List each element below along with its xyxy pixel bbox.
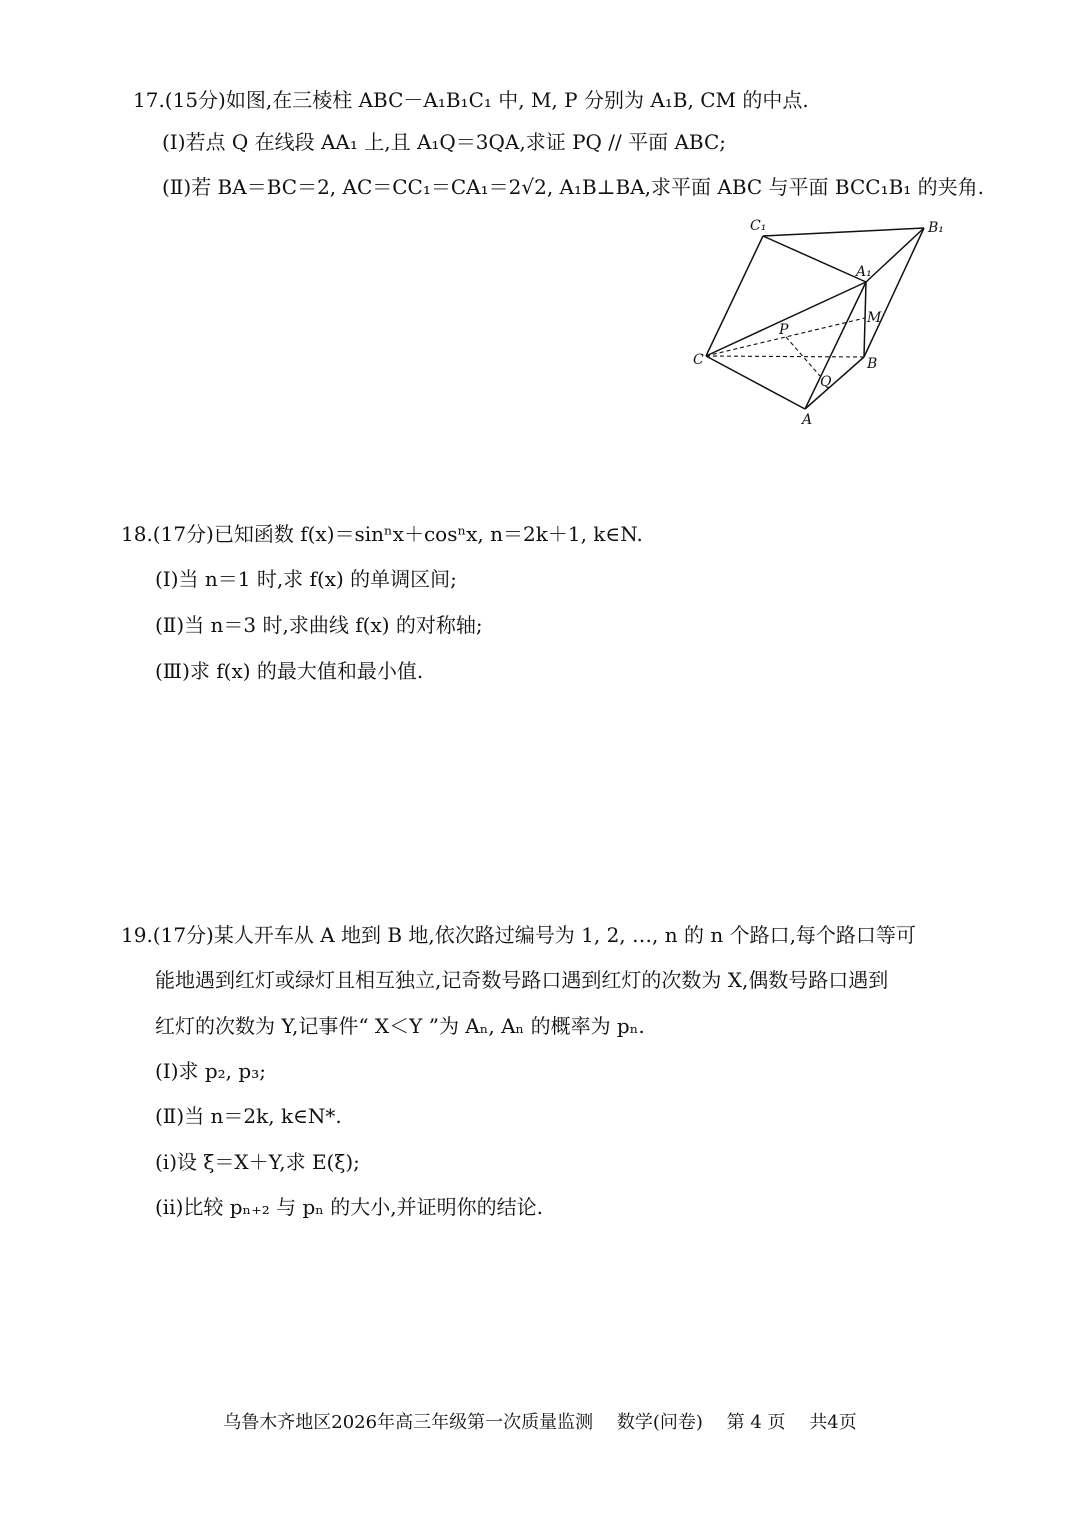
label-Q: Q	[820, 374, 832, 390]
footer-subject: 数学(问卷)	[616, 1412, 703, 1433]
problem-17-part-1: (Ⅰ)若点 Q 在线段 AA₁ 上,且 A₁Q＝3QA,求证 PQ // 平面 ABC;	[162, 130, 727, 154]
edge-C-A	[706, 356, 805, 409]
page-footer	[0, 1410, 1080, 1436]
problem-18-part-3: (Ⅲ)求 f(x) 的最大值和最小值.	[155, 659, 424, 683]
edge-C1-A1	[763, 236, 866, 282]
problem-17-stem: 17.(15分)如图,在三棱柱 ABC－A₁B₁C₁ 中, M, P 分别为 A₁B, CM 的中点.	[133, 88, 809, 112]
problem-19-part-2: (Ⅱ)当 n＝2k, k∈N*.	[155, 1104, 342, 1128]
dashed-C-B	[706, 356, 864, 357]
prism-diagram	[688, 210, 948, 430]
problem-19-stem-line-1: 19.(17分)某人开车从 A 地到 B 地,依次路过编号为 1, 2, …, n 的 n 个路口,每个路口等可	[121, 923, 916, 947]
label-A: A	[802, 412, 813, 428]
edge-A1-B	[864, 282, 866, 357]
edge-A1-B1	[866, 228, 924, 282]
edge-A-B	[805, 357, 864, 409]
problem-19-part-1: (Ⅰ)求 p₂, p₃;	[155, 1059, 266, 1083]
label-C1: C₁	[750, 218, 767, 234]
label-B: B	[867, 356, 878, 372]
edge-A-A1	[805, 282, 866, 409]
problem-17-part-2: (Ⅱ)若 BA＝BC＝2, AC＝CC₁＝CA₁＝2√2, A₁B⊥BA,求平面 ABC 与平面 BCC₁B₁ 的夹角.	[162, 175, 985, 199]
footer-page-number: 第 4 页	[726, 1412, 786, 1433]
problem-19-stem-line-2: 能地遇到红灯或绿灯且相互独立,记奇数号路口遇到红灯的次数为 X,偶数号路口遇到	[155, 968, 889, 992]
problem-18-part-1: (Ⅰ)当 n＝1 时,求 f(x) 的单调区间;	[155, 567, 457, 591]
label-P: P	[779, 322, 789, 338]
footer-total-pages: 共4页	[809, 1412, 857, 1433]
edge-C-C1	[706, 236, 763, 356]
edge-C1-B1	[763, 228, 924, 236]
label-B1: B₁	[928, 220, 944, 236]
problem-18-stem: 18.(17分)已知函数 f(x)＝sinⁿx＋cosⁿx, n＝2k＋1, k∈N.	[121, 522, 643, 546]
edge-C-A1	[706, 282, 866, 356]
label-M: M	[867, 310, 882, 326]
label-C: C	[693, 352, 704, 368]
problem-19-part-2-ii: (ⅱ)比较 pₙ₊₂ 与 pₙ 的大小,并证明你的结论.	[155, 1195, 544, 1219]
label-A1: A₁	[856, 264, 872, 280]
problem-19-stem-line-3: 红灯的次数为 Y,记事件“ X＜Y ”为 Aₙ, Aₙ 的概率为 pₙ.	[155, 1014, 645, 1038]
edge-B-B1	[864, 228, 924, 357]
problem-18-part-2: (Ⅱ)当 n＝3 时,求曲线 f(x) 的对称轴;	[155, 613, 483, 637]
problem-19-part-2-i: (ⅰ)设 ξ＝X＋Y,求 E(ξ);	[155, 1150, 360, 1174]
prism-figure	[688, 210, 948, 430]
footer-exam-title: 乌鲁木齐地区2026年高三年级第一次质量监测	[223, 1412, 594, 1433]
